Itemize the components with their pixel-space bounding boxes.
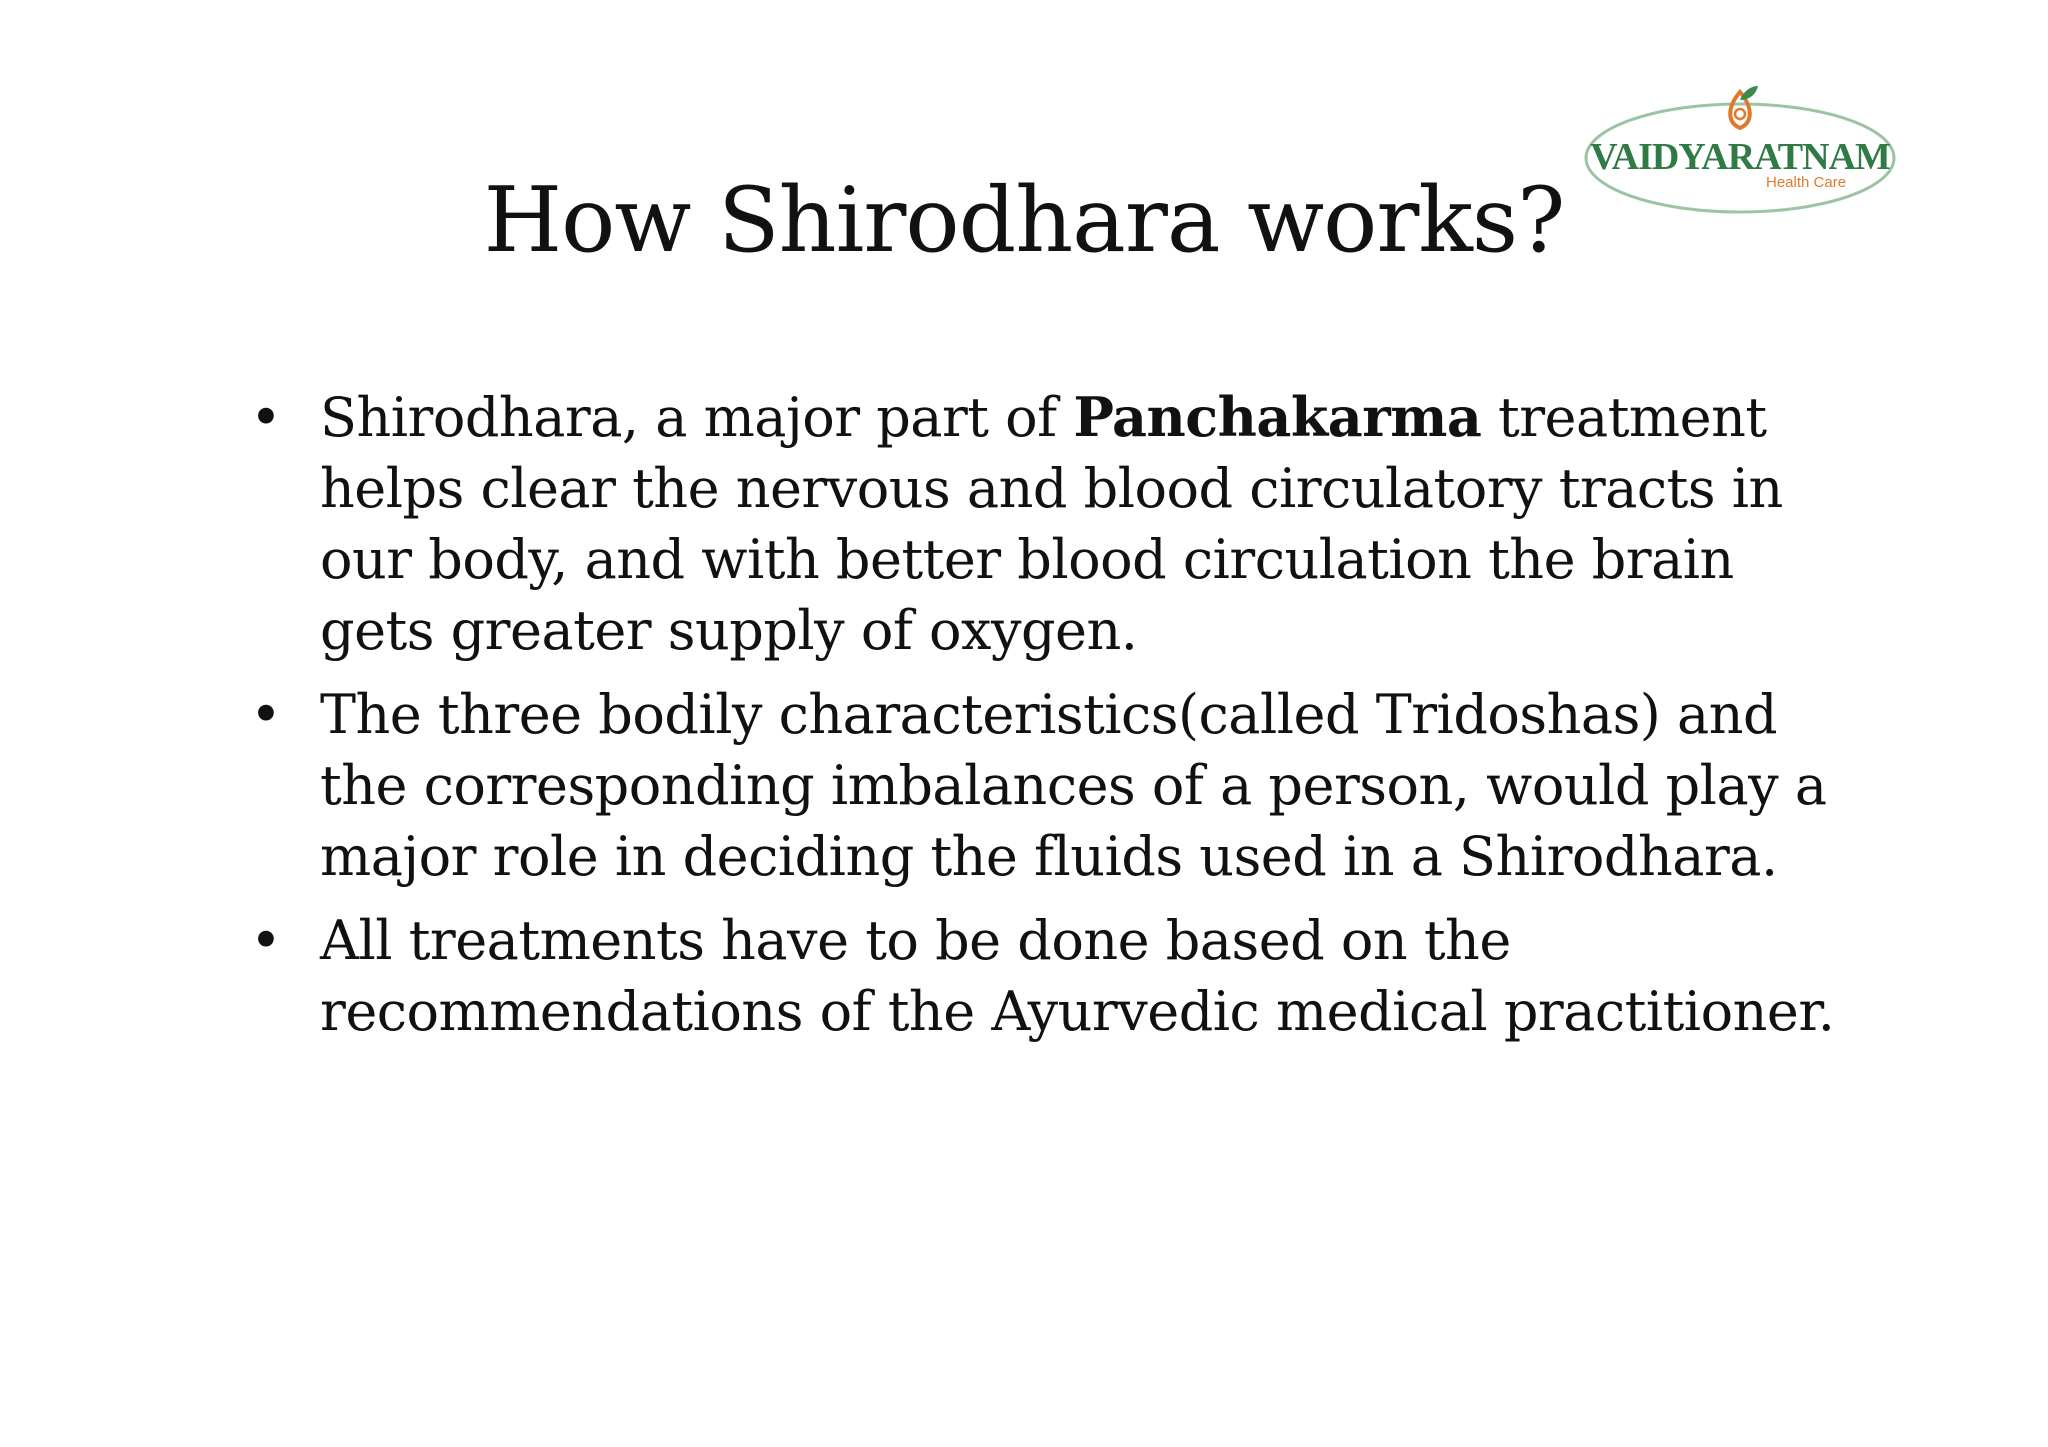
bullet-text: The three bodily characteristics(called Tridoshas) and the corresponding imbalances of a person, would play a major role in deciding the fluids used in a Shirodhara. [320,683,1827,888]
slide-title: How Shirodhara works? [483,168,1565,273]
bullet-item [250,382,1850,666]
bullet-text-start: Shirodhara, a major part of [320,386,1074,449]
bullet-dot-icon: • [250,386,282,449]
logo-tagline: Health Care [1766,174,1847,191]
bullet-dot-icon: • [250,909,282,972]
bullet-list [250,382,1850,1060]
bullet-bold-term: Panchakarma [1073,385,1482,449]
bullet-dot-icon: • [250,683,282,746]
bullet-item [250,679,1850,892]
bullet-text-end: treatment helps clear the nervous and blood circulatory tracts in our body, and with better blood circulation the brain gets greater supply of oxygen. [320,386,1783,662]
logo-name: VAIDYARATNAM [1590,136,1890,178]
bullet-item [250,905,1850,1047]
bullet-text: All treatments have to be done based on the recommendations of the Ayurvedic medical practitioner. [320,909,1835,1043]
